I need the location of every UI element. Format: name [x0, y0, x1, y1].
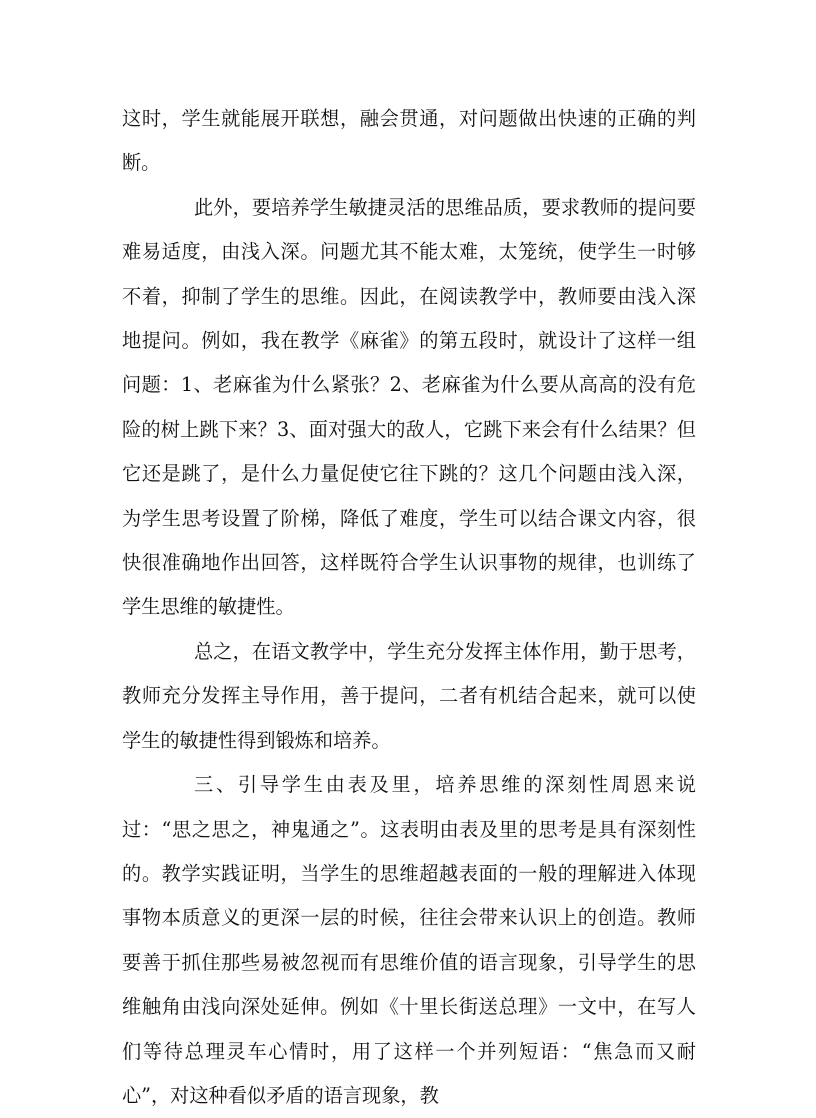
paragraph-summary: 总之，在语文教学中，学生充分发挥主体作用，勤于思考，教师充分发挥主导作用，善于提问，二者有机结合起来，就可以使学生的敏捷性得到锻炼和培养。	[122, 639, 696, 752]
paragraph-continuation: 这时，学生就能展开联想，融会贯通，对问题做出快速的正确的判断。	[122, 107, 696, 175]
body-text	[122, 97, 696, 1118]
paragraph-section-three: 三、引导学生由表及里，培养思维的深刻性周恩来说过：“思之思之，神鬼通之”。这表明由表及里的思考是具有深刻性的。教学实践证明，当学生的思维超越表面的一般的理解进入体现事物本质意义的更深一层的时候，往往会带来认识上的创造。教师要善于抓住那些易被忽视而有思维价值的语言现象，引导学生的思维触角由浅向深处延伸。例如《十里长街送总理》一文中，在写人们等待总理灵车心情时，用了这样一个并列短语：“焦急而又耐心”，对这种看似矛盾的语言现象，教	[122, 773, 696, 1107]
paragraph-question-difficulty: 此外，要培养学生敏捷灵活的思维品质，要求教师的提问要难易适度，由浅入深。问题尤其不能太难，太笼统，使学生一时够不着，抑制了学生的思维。因此，在阅读教学中，教师要由浅入深地提问。例如，我在教学《麻雀》的第五段时，就设计了这样一组问题：1、老麻雀为什么紧张？2、老麻雀为什么要从高高的没有危险的树上跳下来？3、面对强大的敌人，它跳下来会有什么结果？但它还是跳了，是什么力量促使它往下跳的？这几个问题由浅入深，为学生思考设置了阶梯，降低了难度，学生可以结合课文内容，很快很准确地作出回答，这样既符合学生认识事物的规律，也训练了学生思维的敏捷性。	[122, 195, 696, 619]
